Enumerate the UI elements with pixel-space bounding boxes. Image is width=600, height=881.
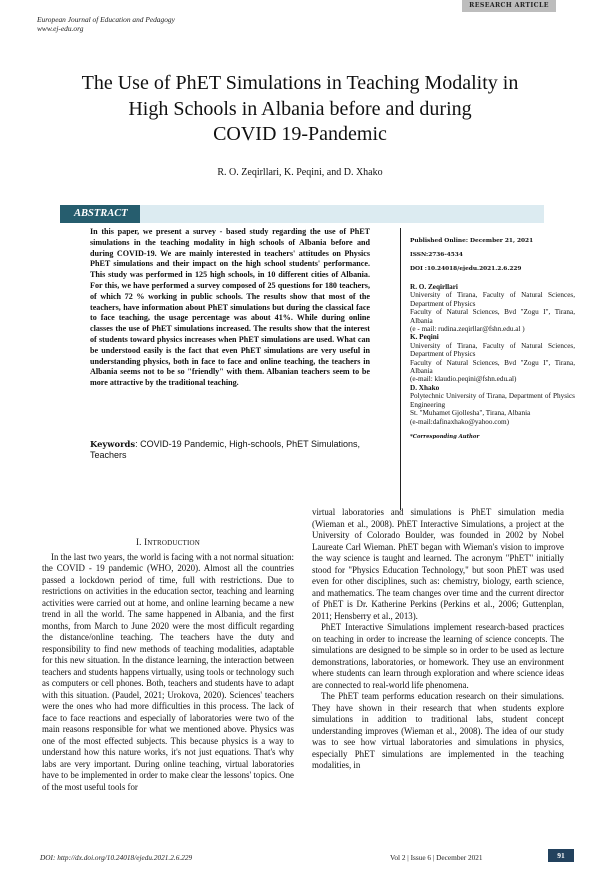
published-date: Published Online: December 21, 2021 [410,238,534,244]
author-name: D. Xhako [410,383,440,392]
author-email[interactable]: (e-mail: klaudio.peqini@fshn.edu.al) [410,375,517,384]
article-type-badge: RESEARCH ARTICLE [462,0,556,12]
author-affiliation [410,283,575,426]
article-info-sidebar [410,238,575,440]
body-paragraph: virtual laboratories and simulations is PhET simulation media (Wieman et al., 2008). PhET Interactive Simulations, a project at the University of Colorado Boulder, was founded in 2002 by Nobel Laureate Carl Wieman. PhET began with Wieman's vision to improve the way science is taught and learned. The acronym "PhET" initially stood for "Physics Education Technology," but soon PhET was used even for other disciplines, such as: chemistry, biology, earth science, and mathematics. The team changes over time and the current director of PhET is Dr. Katherine Perkins (Perkins et al., 2006; Guttenplan, 2011; Hensberry et al., 2013). [312,507,564,621]
journal-name: European Journal of Education and Pedagogy [37,15,175,24]
author-address: Faculty of Natural Sciences, Bvd "Zogu I", Tirana, Albania [410,308,575,325]
abstract-text: In this paper, we present a survey - based study regarding the use of PhET simulations in the teaching modality in high schools of Albania before and during COVID-19. We are mainly interested in teachers' attitudes on Physics PhET simulations and their impact on the high school students' performance. This study was performed in 125 high schools, in 10 different cities of Albania. For this, we have performed a survey composed of 25 questions for 180 teachers, of which 72 % working in public schools. The results show that most of the teachers, have information about PhET simulations but during the classical face to face teaching, the usage percentage was about 41%. While during online classes the use of PhET simulations increased. The results show that the interest of students toward physics increases when PhET simulations are used. What can be understood easily is the fact that even PhET simulations are very useful in understanding physics, both in face to face and online teaching, the teachers in Albania seems not to be so "friendly" with them. Albanian teachers seem to be more attractive by the traditional teaching. [90,227,370,388]
title-line: The Use of PhET Simulations in Teaching Modality in [81,72,519,94]
abstract-label: ABSTRACT [60,205,140,223]
section-heading [42,537,294,550]
footer-doi[interactable]: DOI: http://dx.doi.org/10.24018/ejedu.2021.2.6.229 [40,853,193,862]
author-name: K. Peqini [410,333,439,342]
sidebar-divider [400,228,401,510]
author-address: Faculty of Natural Sciences, Bvd "Zogu I", Tirana, Albania [410,358,575,376]
body-column-left [42,537,294,793]
article-title [40,71,560,148]
author-name: R. O. Zeqirllari [410,283,458,291]
journal-header [37,15,175,34]
title-line: COVID 19-Pandemic [213,123,387,145]
keywords [90,439,380,461]
issn: ISSN:2736-4534 [410,252,463,258]
author-address: St. "Muhamet Gjollesha", Tirana, Albania [410,409,531,418]
title-line: High Schools in Albania before and during [128,97,472,120]
section-title-initial: I [144,537,148,547]
footer-volume: Vol 2 | Issue 6 | December 2021 [390,853,483,862]
author-institution: University of Tirana, Faculty of Natural Sciences, Department of Physics [410,341,575,359]
body-paragraph: The PhET team performs education research on their simulations. They have shown in their research that when students explore simulations in addition to traditional labs, student concept understanding improves (Wieman et al., 2008). The idea of our study was to see how virtual laboratories and simulations in physics, especially PhET simulations are implemented in the teaching modalities, in [312,691,564,770]
doi[interactable]: DOI :10.24018/ejedu.2021.2.6.229 [410,266,522,272]
body-paragraph: In the last two years, the world is facing with a not normal situation: the COVID - 19 pandemic (WHO, 2020). Almost all the countries passed a lockdown period of time, full with restrictions. Due to restrictions on activities in the education sector, teaching and learning activities were carried out at home, and online learning became a new trend in all the world. The same happened in Albania, and the first months, from March to June 2020 were the most difficult regarding the distance/online teaching. The teachers have the duty and responsibility to find new methods of teaching modalities, adaptable for this new situation. In the distance learning, the interaction between teachers and students happens virtually, using tools or technology such as computers or cell phones. Both, teachers and students have to adapt with this situation. (Paudel, 2021; Urokova, 2020). Sciences' teachers were the ones who had more difficulties in this process. The lack of face to face reactions and especially of laboratories were two of the main reasons responsible for what we mentioned above. Physics was one of the most effected subjects. This because physics is a way to understand how this nature works, it's not just equations. That's why labs are very important. During online teaching, virtual laboratories have to be implemented in order to make clear the lessons' topics. One of the most useful tools for [42,551,294,792]
body-column-right [312,507,564,772]
author-institution: University of Tirana, Faculty of Natural Sciences, Department of Physics [410,291,575,308]
keywords-label: Keywords [90,439,136,449]
corresponding-author-note: *Corresponding Author [410,433,480,440]
author-email[interactable]: (e-mail:dafinaxhako@yahoo.com) [410,417,510,426]
page-number: 91 [548,849,574,862]
keywords-list: : COVID-19 Pandemic, High-schools, PhET Simulations, Teachers [90,439,361,460]
body-paragraph: PhET Interactive Simulations implement research-based practices on teaching in order to increase the learning of science concepts. The simulations are designed to be simple so in order to be used as lecture demonstrations, laboratories, or homework. They use an environment where students can learn through exploration and where science ideas are connected to real-world life phenomena. [312,622,564,690]
section-number: I. [135,537,142,547]
author-list: R. O. Zeqirllari, K. Peqini, and D. Xhako [217,167,383,178]
author-email[interactable]: (e - mail: rudina.zeqirllar@fshn.edu.al ) [410,325,525,334]
journal-url[interactable]: www.ej-edu.org [37,24,84,34]
author-institution: Polytechnic University of Tirana, Department of Physics Engineering [410,392,575,409]
section-title-rest: NTRODUCTION [147,539,201,547]
